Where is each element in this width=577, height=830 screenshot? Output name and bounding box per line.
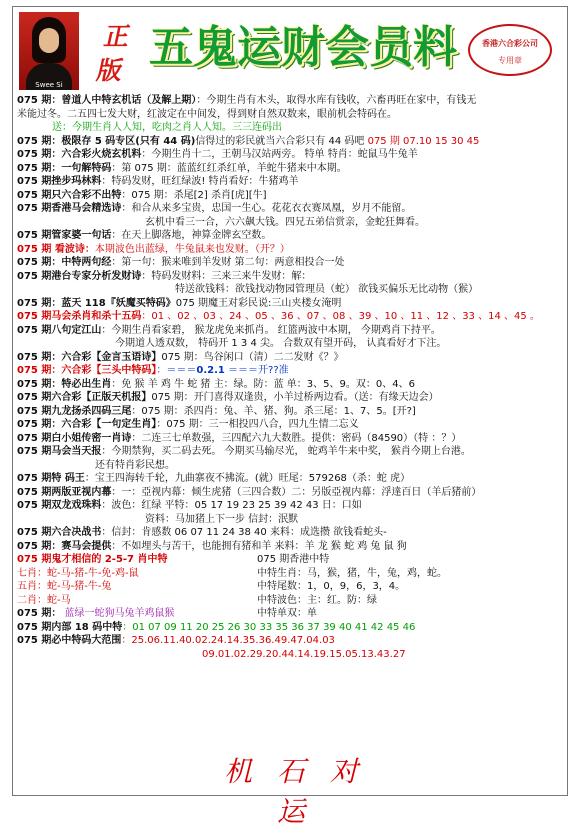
- text-segment: 特必出生肖: [61, 378, 112, 390]
- text-segment: 075 期：: [17, 297, 62, 309]
- list-item: [17, 121, 565, 135]
- text-segment: 六合彩火烧玄机料: [61, 149, 142, 160]
- list-item: [17, 175, 565, 189]
- list-item: [17, 499, 565, 513]
- list-item: [17, 162, 565, 176]
- text-segment: 一句解特码: [61, 162, 112, 174]
- list-item: [17, 297, 565, 311]
- list-item: [17, 351, 565, 365]
- text-segment: 075 期：: [17, 378, 62, 390]
- list-item: [17, 364, 565, 378]
- text-segment: 075 期 07.10 15 30 45: [367, 135, 480, 147]
- text-segment: ：和合从来多宝贵，忠国一生心。花花衣衣赛凤凰，岁月不能留。: [121, 203, 412, 214]
- list-item: [17, 108, 565, 122]
- text-segment: ：第一句：猴来唯到羊发财 第二句：两意相投合一处: [111, 257, 345, 268]
- list-item: [17, 445, 565, 459]
- text-segment: 075 期：: [17, 162, 62, 174]
- text-segment: ：075 期：三一相投四八合，四九生情二忘义: [156, 419, 359, 430]
- text-segment: 0.2.1: [196, 365, 225, 376]
- text-segment: 米能过冬。二五四七发大财，红波定在中间发，得到财自然双数来，眼前机会特码在。: [17, 108, 397, 120]
- text-segment: 中特单双：单: [257, 608, 317, 619]
- seal-bottom-text: 专用章: [498, 56, 522, 65]
- text-segment: 075 期魔王对彩民说:三山夹楼女淹明: [175, 297, 342, 309]
- list-item: [17, 256, 565, 270]
- text-segment: 蓝绿一蛇狗马兔羊鸡鼠猴: [61, 608, 175, 619]
- list-item: [17, 94, 565, 108]
- list-item: [17, 216, 565, 230]
- text-segment: ：宝王四海转千轮，九曲寨夜不拂流。(就）旺尾：579268（杀：蛇 虎）: [84, 473, 411, 484]
- row-list: [17, 94, 565, 553]
- text-segment: 075 期：开门喜得双逢贵，小羊过桥两边看。（送：有缘天边会）: [151, 392, 439, 403]
- list-item: [17, 513, 565, 527]
- list-item: [17, 486, 565, 500]
- list-item: [17, 580, 257, 594]
- text-segment: 特送欲钱料：欲钱找动物园管理员（蛇） 欲钱买偏乐无比动物（猴）: [175, 284, 479, 295]
- text-segment: 玄机中看三一合，六六飙大钱。四兄五弟信赏亲，金蛇狂舞看。: [145, 216, 425, 228]
- side-logo: 正版: [94, 22, 133, 85]
- text-segment: 075 期六合决战书: [17, 527, 102, 538]
- text-segment: ：在天上脚落地，神算金牌玄空数。: [111, 230, 272, 241]
- avatar: [19, 12, 79, 90]
- text-segment: 075 期港台专家分析发财诗: [17, 270, 142, 282]
- text-segment: ：信封：肯感数 06 07 11 24 38 40 来料：成选攒 欲钱看蛇头-: [101, 527, 387, 538]
- list-item: [17, 594, 257, 608]
- text-segment: 075 期：: [17, 135, 62, 147]
- text-segment: ：一：亞视内幕：倾生虎猪（三四合数）二：另版亞视内幕：浮達百日（羊后猪前）: [111, 486, 482, 498]
- list-item: [17, 540, 565, 554]
- text-segment: 075 期六合彩【正版天机报】: [17, 392, 152, 403]
- text-segment: 075 期两版亚视内幕: [17, 486, 112, 498]
- text-segment: ：二连三七单数强，三四配六九大数胜。提供：密码（84590）（特 ：？）: [131, 432, 462, 444]
- text-segment: 极限存 5 码专区(只有 44 码): [61, 135, 196, 147]
- text-segment: ：波色：红绿 平特：05 17 19 23 25 39 42 43 日：口如: [101, 500, 362, 511]
- text-segment: 075 期：: [17, 540, 62, 552]
- text-segment: ：075 期：杀四肖：兔、羊、猪、狗。杀三尾：1、7、5。[开?]: [131, 405, 416, 417]
- text-segment: 资料：马加猪上下一步 信封：泯默: [145, 513, 299, 525]
- text-segment: ：第 075 期：蓝蓝红红杀红单，羊蛇牛猪来中本期。: [111, 162, 347, 174]
- text-segment: 075 期只六合彩不出特: [17, 189, 122, 201]
- text-segment: 075 期特 码王: [17, 473, 85, 484]
- list-item: [17, 553, 257, 567]
- text-segment: 送：今期生肖人人知，吃肉之肖人人知。三三连码出: [52, 122, 282, 133]
- text-segment: 六合彩【金言玉语诗】: [61, 351, 162, 363]
- text-segment: ：不如埋头与苦干，也能拥有猪和羊 来料：羊 龙 猴 蛇 鸡 兔 鼠 狗: [111, 540, 407, 552]
- text-segment: ：特码发财料：三来三来牛发财：解：: [141, 270, 312, 282]
- text-segment: ：今期生肖有木头，取得水库有钱收，六畜再旺在家中，有钱无: [196, 95, 477, 106]
- list-item: [17, 283, 565, 297]
- list-item: [17, 634, 565, 648]
- text-segment: 六合彩【三头中特码】: [61, 365, 157, 376]
- text-segment: 中特两句经: [61, 257, 112, 268]
- text-segment: 蓝天 118『妖魔买特码》: [61, 297, 176, 309]
- list-item: [17, 607, 257, 621]
- text-segment: 今期道人透双数， 特码开 1 3 4 尖。 合数双有望开码， 认真看好才下注。: [115, 338, 447, 349]
- text-segment: ：01 、02 、03 、24 、05 、36 、07 、08 、39 、10 、11 、12 、33 、14 、45 。: [141, 311, 540, 322]
- list-item: [17, 148, 565, 162]
- list-item: [17, 378, 565, 392]
- text-segment: 075 期：: [17, 351, 62, 363]
- text-segment: 本期波色出蓝绿，牛兔鼠来也发财。（开？）: [94, 243, 290, 255]
- list-item: [17, 526, 565, 540]
- list-item: [17, 459, 565, 473]
- bottom-text: 机 石 对 运: [224, 755, 366, 828]
- list-item: [257, 553, 565, 567]
- text-segment: 075 期：: [17, 149, 62, 160]
- list-item: [257, 594, 565, 608]
- list-item: [17, 135, 565, 149]
- text-segment: ：075 期：杀尾[2] 杀肖[虎][牛]: [121, 189, 267, 201]
- text-segment: ：今期生肖看家碧， 猴龙虎免来抓肖。 红篮两波中本期， 今期鸡肖下持平。: [101, 324, 441, 336]
- text-segment: 赛马会提供: [61, 540, 112, 552]
- text-segment: ：免 猴 羊 鸡 牛 蛇 猪 主：绿。防：蓝 单：3、5、9。双：0、4、6: [111, 378, 415, 390]
- text-segment: 075 期必中特码大范围: [17, 635, 122, 646]
- text-segment: 075 期鬼才相信的 2-5-7 肖中特: [17, 554, 168, 565]
- text-segment: 六合彩【一句定生肖】: [61, 419, 157, 430]
- text-segment: 二肖：蛇-马: [17, 594, 71, 606]
- right-column: [257, 553, 565, 621]
- text-segment: ＝＝＝开??准: [224, 365, 289, 376]
- list-item: [17, 324, 565, 338]
- text-segment: 075 期：: [17, 257, 62, 268]
- text-segment: ：特码发财，旺红绿波! 特肖看好：牛猪鸡羊: [101, 176, 299, 187]
- list-item: [257, 567, 565, 581]
- list-item: [17, 229, 565, 243]
- avatar-label: Swee Si: [35, 81, 63, 89]
- text-segment: 075 期马会杀肖和杀十五码: [17, 311, 142, 322]
- text-segment: 中特尾数：1，0，9，6，3，4。: [257, 581, 406, 592]
- text-segment: ：01 07 09 11 20 25 26 30 33 35 36 37 39 40 41 42 45 46: [122, 621, 416, 633]
- text-segment: 09.01.02.29.20.44.14.19.15.05.13.43.27: [202, 648, 406, 660]
- text-segment: 075 期双龙戏珠料: [17, 500, 102, 511]
- list-item: [17, 270, 565, 284]
- list-item: [17, 648, 565, 662]
- list-item: [17, 391, 565, 405]
- list-item: [17, 310, 565, 324]
- text-segment: 曾道人中特玄机话（及解上期）: [61, 95, 197, 106]
- text-segment: 075 期管家婆一句话: [17, 230, 112, 241]
- text-segment: 信得过的彩民就当六合彩只有 44 码吧: [195, 135, 368, 147]
- list-item: [17, 189, 565, 203]
- list-item: [257, 580, 565, 594]
- list-item: [17, 405, 565, 419]
- text-segment: 075 期：: [17, 419, 62, 430]
- text-segment: 075 期：: [17, 608, 62, 619]
- text-segment: 075 期：鸟谷闲口（清）二二发财《？》: [161, 351, 344, 363]
- text-segment: 075 期 看波诗：: [17, 243, 95, 255]
- content: [17, 94, 565, 661]
- page-title: 五鬼运财会员料: [149, 22, 457, 73]
- text-segment: 075 期白小姐传密一肖诗: [17, 432, 132, 444]
- list-item: [17, 243, 565, 257]
- two-column-section: [17, 553, 565, 621]
- text-segment: 075 期内部 18 码中特: [17, 621, 123, 633]
- list-item: [17, 567, 257, 581]
- list-item: [17, 432, 565, 446]
- list-item: [17, 472, 565, 486]
- text-segment: 075 期香港中特: [257, 554, 330, 565]
- text-segment: 075 期九龙扬杀四码三尾: [17, 405, 132, 417]
- footer-row-list: [17, 621, 565, 662]
- text-segment: 075 期：: [17, 95, 62, 106]
- list-item: [17, 418, 565, 432]
- list-item: [17, 202, 565, 216]
- text-segment: ：今期禁狗，买二码去死。 今期买马输尽光， 蛇鸡羊牛来中奖， 猴肖今期上台港。: [101, 446, 471, 457]
- list-item: [257, 607, 565, 621]
- text-segment: 七肖：蛇-马-猪-牛-免-鸡-鼠: [17, 567, 139, 579]
- left-column: [17, 553, 257, 621]
- text-segment: 075 期香港马会精选诗: [17, 203, 122, 214]
- text-segment: 075 期挫步玛林料: [17, 176, 102, 187]
- text-segment: ：今期生肖十二，王朝马汉站两旁。 特单 特肖：蛇鼠马牛兔羊: [141, 149, 418, 160]
- text-segment: 五肖：蛇-马-猪-牛-兔: [17, 581, 112, 592]
- text-segment: ：＝＝＝: [156, 365, 197, 376]
- seal-top-text: 香港六合彩公司: [482, 39, 538, 48]
- list-item: [17, 337, 565, 351]
- list-item: [17, 621, 565, 635]
- text-segment: 中特生肖：马，猴，猪，牛，兔，鸡，蛇。: [257, 567, 447, 579]
- text-segment: ：25.06.11.40.02.24.14.35.36.49.47.04.03: [121, 635, 335, 646]
- text-segment: 075 期八句定江山: [17, 324, 102, 336]
- text-segment: 075 期马会当天报: [17, 446, 102, 457]
- company-seal: [468, 24, 552, 76]
- text-segment: 还有特肖彩民想。: [95, 459, 175, 471]
- text-segment: 075 期：: [17, 365, 62, 376]
- text-segment: 中特波色：主：红。防：绿: [257, 594, 377, 606]
